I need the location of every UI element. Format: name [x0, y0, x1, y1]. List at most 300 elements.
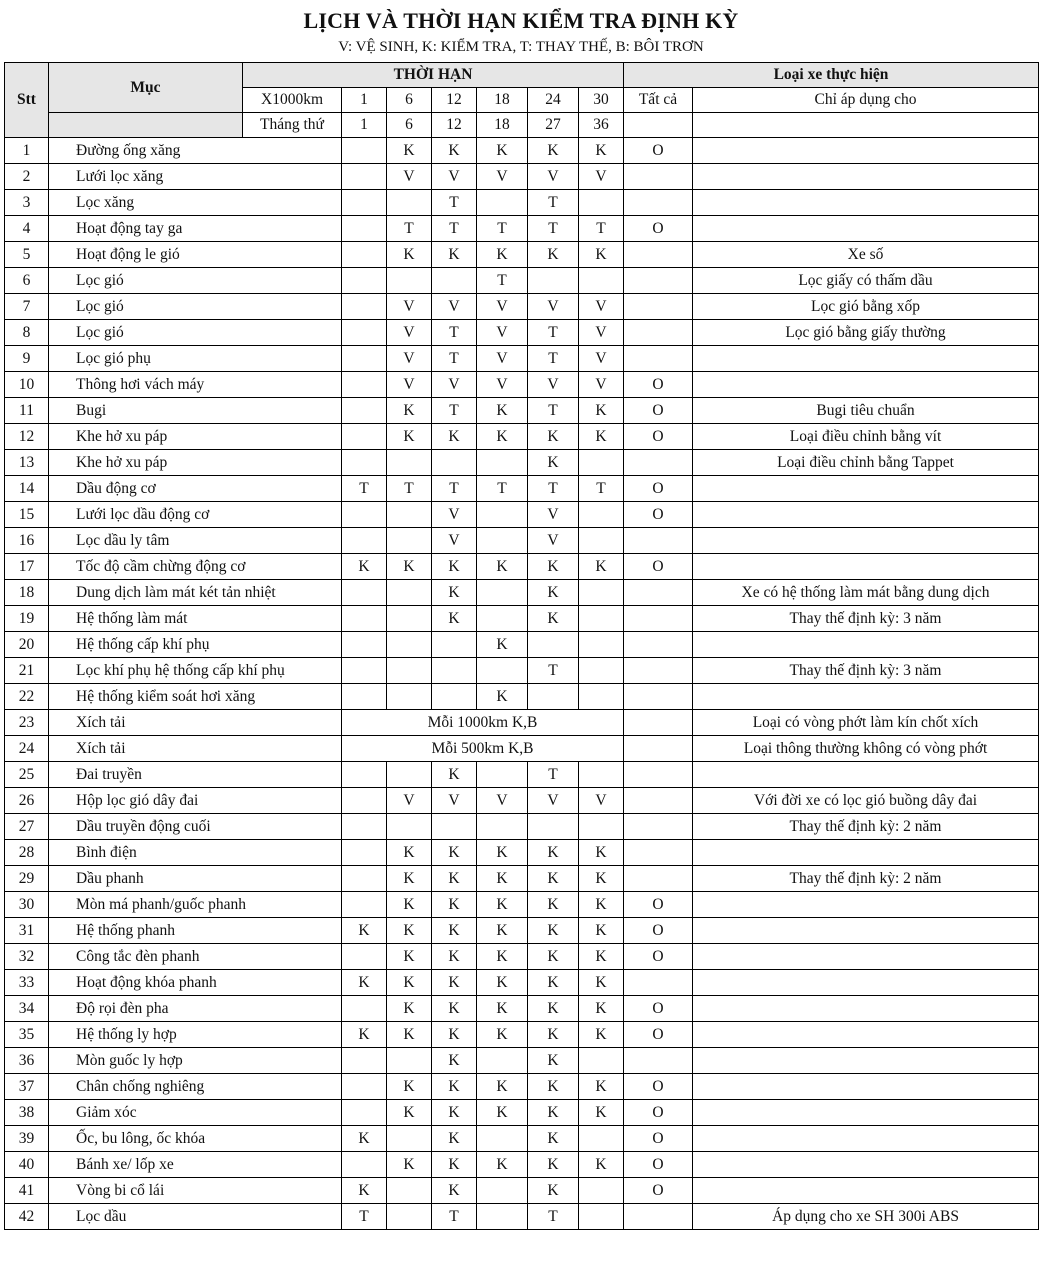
interval-cell: K	[432, 1048, 477, 1074]
interval-cell: K	[579, 554, 624, 580]
applies-to-cell	[693, 1152, 1039, 1178]
header-blank	[693, 113, 1039, 138]
item-cell: Dầu động cơ	[49, 476, 342, 502]
interval-cell: K	[432, 242, 477, 268]
stt-cell: 28	[5, 840, 49, 866]
interval-cell	[387, 762, 432, 788]
table-row	[5, 814, 1039, 840]
all-vehicles-cell	[624, 710, 693, 736]
interval-cell: K	[477, 1100, 528, 1126]
interval-cell	[342, 606, 387, 632]
interval-span-cell: Mỗi 1000km K,B	[342, 710, 624, 736]
interval-cell: K	[579, 424, 624, 450]
interval-cell: K	[477, 996, 528, 1022]
legend-subtitle: V: VỆ SINH, K: KIỂM TRA, T: THAY THẾ, B: BÔI TRƠN	[338, 39, 704, 55]
interval-cell: K	[528, 242, 579, 268]
interval-cell: T	[528, 216, 579, 242]
interval-cell	[579, 632, 624, 658]
header-muc: Mục	[49, 63, 243, 113]
interval-cell: K	[528, 840, 579, 866]
interval-cell: T	[432, 216, 477, 242]
interval-cell	[387, 502, 432, 528]
interval-cell: K	[528, 450, 579, 476]
stt-cell: 4	[5, 216, 49, 242]
interval-cell	[432, 268, 477, 294]
table-row	[5, 918, 1039, 944]
interval-cell	[579, 190, 624, 216]
interval-cell: K	[342, 1022, 387, 1048]
interval-cell	[342, 138, 387, 164]
applies-to-cell	[693, 372, 1039, 398]
item-cell: Lọc gió	[49, 268, 342, 294]
stt-cell: 15	[5, 502, 49, 528]
interval-cell	[579, 1126, 624, 1152]
interval-cell: V	[387, 372, 432, 398]
interval-cell: K	[387, 918, 432, 944]
interval-cell	[528, 268, 579, 294]
interval-cell	[342, 944, 387, 970]
table-row	[5, 1204, 1039, 1230]
header-row-1	[5, 63, 1039, 88]
interval-cell	[387, 1126, 432, 1152]
interval-cell	[387, 606, 432, 632]
table-row	[5, 710, 1039, 736]
table-row	[5, 554, 1039, 580]
interval-cell: K	[579, 138, 624, 164]
item-cell: Lọc xăng	[49, 190, 342, 216]
item-cell: Lưới lọc xăng	[49, 164, 342, 190]
stt-cell: 32	[5, 944, 49, 970]
item-cell: Hoạt động tay ga	[49, 216, 342, 242]
interval-cell: K	[432, 1022, 477, 1048]
interval-cell	[342, 294, 387, 320]
interval-cell: K	[579, 892, 624, 918]
all-vehicles-cell: O	[624, 996, 693, 1022]
interval-cell: T	[528, 320, 579, 346]
table-row	[5, 892, 1039, 918]
interval-cell: V	[528, 294, 579, 320]
item-cell: Dung dịch làm mát két tản nhiệt	[49, 580, 342, 606]
interval-cell: K	[387, 866, 432, 892]
interval-cell: T	[387, 216, 432, 242]
applies-to-cell	[693, 528, 1039, 554]
item-cell: Bánh xe/ lốp xe	[49, 1152, 342, 1178]
interval-cell: K	[432, 1126, 477, 1152]
interval-cell: K	[579, 242, 624, 268]
table-row	[5, 996, 1039, 1022]
header-month-value: 18	[477, 113, 528, 138]
interval-cell: K	[387, 892, 432, 918]
item-cell: Lọc khí phụ hệ thống cấp khí phụ	[49, 658, 342, 684]
stt-cell: 40	[5, 1152, 49, 1178]
interval-cell: K	[528, 138, 579, 164]
interval-cell	[477, 1178, 528, 1204]
interval-cell	[342, 216, 387, 242]
stt-cell: 34	[5, 996, 49, 1022]
stt-cell: 9	[5, 346, 49, 372]
stt-cell: 29	[5, 866, 49, 892]
interval-span-cell: Mỗi 500km K,B	[342, 736, 624, 762]
interval-cell	[342, 450, 387, 476]
interval-cell: T	[528, 398, 579, 424]
table-row	[5, 944, 1039, 970]
interval-cell	[387, 658, 432, 684]
interval-cell	[432, 684, 477, 710]
interval-cell: K	[477, 138, 528, 164]
interval-cell: K	[387, 1152, 432, 1178]
interval-cell: V	[432, 164, 477, 190]
all-vehicles-cell	[624, 658, 693, 684]
interval-cell	[477, 1204, 528, 1230]
interval-cell	[528, 684, 579, 710]
table-row	[5, 528, 1039, 554]
interval-cell	[342, 398, 387, 424]
all-vehicles-cell	[624, 1048, 693, 1074]
interval-cell: K	[528, 970, 579, 996]
page-title: LỊCH VÀ THỜI HẠN KIỂM TRA ĐỊNH KỲ	[303, 8, 739, 33]
interval-cell	[477, 528, 528, 554]
interval-cell: T	[528, 658, 579, 684]
item-cell: Xích tải	[49, 710, 342, 736]
interval-cell: T	[432, 476, 477, 502]
header-km-value: 1	[342, 88, 387, 113]
item-cell: Mòn guốc ly hợp	[49, 1048, 342, 1074]
all-vehicles-cell	[624, 528, 693, 554]
interval-cell: V	[387, 164, 432, 190]
table-row	[5, 788, 1039, 814]
applies-to-cell: Lọc gió bằng xốp	[693, 294, 1039, 320]
table-row	[5, 138, 1039, 164]
table-row	[5, 476, 1039, 502]
interval-cell: T	[342, 1204, 387, 1230]
interval-cell	[342, 840, 387, 866]
stt-cell: 31	[5, 918, 49, 944]
table-row	[5, 762, 1039, 788]
applies-to-cell	[693, 216, 1039, 242]
interval-cell	[477, 450, 528, 476]
table-row	[5, 294, 1039, 320]
interval-cell	[477, 814, 528, 840]
header-chi-ap-dung: Chỉ áp dụng cho	[693, 88, 1039, 113]
applies-to-cell: Loại có vòng phớt làm kín chốt xích	[693, 710, 1039, 736]
table-row	[5, 1022, 1039, 1048]
all-vehicles-cell	[624, 294, 693, 320]
interval-cell: K	[477, 242, 528, 268]
item-cell: Khe hở xu páp	[49, 424, 342, 450]
interval-cell: K	[432, 554, 477, 580]
applies-to-cell	[693, 1074, 1039, 1100]
table-row	[5, 502, 1039, 528]
interval-cell	[342, 658, 387, 684]
interval-cell: K	[477, 866, 528, 892]
applies-to-cell: Loại điều chỉnh bằng Tappet	[693, 450, 1039, 476]
interval-cell: K	[528, 606, 579, 632]
interval-cell	[387, 684, 432, 710]
stt-cell: 42	[5, 1204, 49, 1230]
header-month-value: 36	[579, 113, 624, 138]
stt-cell: 10	[5, 372, 49, 398]
all-vehicles-cell: O	[624, 944, 693, 970]
interval-cell: K	[528, 1100, 579, 1126]
interval-cell	[342, 424, 387, 450]
all-vehicles-cell: O	[624, 918, 693, 944]
interval-cell	[342, 164, 387, 190]
header-month-value: 6	[387, 113, 432, 138]
applies-to-cell: Áp dụng cho xe SH 300i ABS	[693, 1204, 1039, 1230]
interval-cell: K	[477, 632, 528, 658]
applies-to-cell: Lọc gió bằng giấy thường	[693, 320, 1039, 346]
header-km-label: X1000km	[243, 88, 342, 113]
interval-cell	[579, 1204, 624, 1230]
header-km-value: 24	[528, 88, 579, 113]
interval-cell	[342, 814, 387, 840]
interval-cell	[342, 996, 387, 1022]
all-vehicles-cell	[624, 762, 693, 788]
table-row	[5, 320, 1039, 346]
interval-cell: K	[579, 1152, 624, 1178]
all-vehicles-cell	[624, 684, 693, 710]
all-vehicles-cell: O	[624, 476, 693, 502]
header-loai-xe: Loại xe thực hiện	[624, 63, 1039, 88]
interval-cell: K	[477, 892, 528, 918]
interval-cell	[342, 190, 387, 216]
interval-cell: T	[387, 476, 432, 502]
interval-cell	[342, 580, 387, 606]
interval-cell: K	[579, 996, 624, 1022]
interval-cell	[579, 762, 624, 788]
interval-cell: K	[579, 1022, 624, 1048]
interval-cell: K	[477, 554, 528, 580]
all-vehicles-cell: O	[624, 554, 693, 580]
interval-cell: K	[477, 424, 528, 450]
interval-cell: V	[579, 788, 624, 814]
interval-cell	[342, 320, 387, 346]
interval-cell	[528, 632, 579, 658]
interval-cell: K	[477, 944, 528, 970]
all-vehicles-cell: O	[624, 1178, 693, 1204]
all-vehicles-cell	[624, 970, 693, 996]
interval-cell: V	[528, 372, 579, 398]
all-vehicles-cell: O	[624, 1074, 693, 1100]
interval-cell	[387, 632, 432, 658]
item-cell: Đai truyền	[49, 762, 342, 788]
applies-to-cell	[693, 476, 1039, 502]
header-tat-ca: Tất cả	[624, 88, 693, 113]
interval-cell: K	[528, 580, 579, 606]
item-cell: Lọc gió	[49, 320, 342, 346]
applies-to-cell	[693, 346, 1039, 372]
interval-cell	[477, 658, 528, 684]
interval-cell	[579, 450, 624, 476]
table-row	[5, 346, 1039, 372]
applies-to-cell: Loại điều chỉnh bằng vít	[693, 424, 1039, 450]
interval-cell: K	[579, 840, 624, 866]
stt-cell: 35	[5, 1022, 49, 1048]
header-km-value: 12	[432, 88, 477, 113]
table-row	[5, 684, 1039, 710]
item-cell: Hộp lọc gió dây đai	[49, 788, 342, 814]
stt-cell: 38	[5, 1100, 49, 1126]
header-month-value: 12	[432, 113, 477, 138]
interval-cell	[342, 1100, 387, 1126]
item-cell: Tốc độ cầm chừng động cơ	[49, 554, 342, 580]
interval-cell: K	[477, 1074, 528, 1100]
applies-to-cell	[693, 1022, 1039, 1048]
interval-cell: V	[432, 294, 477, 320]
applies-to-cell	[693, 970, 1039, 996]
item-cell: Dầu phanh	[49, 866, 342, 892]
stt-cell: 25	[5, 762, 49, 788]
interval-cell	[342, 632, 387, 658]
all-vehicles-cell: O	[624, 424, 693, 450]
interval-cell: K	[432, 1074, 477, 1100]
applies-to-cell	[693, 684, 1039, 710]
interval-cell	[387, 1178, 432, 1204]
interval-cell: V	[387, 294, 432, 320]
interval-cell: T	[528, 190, 579, 216]
interval-cell	[432, 814, 477, 840]
item-cell: Chân chống nghiêng	[49, 1074, 342, 1100]
stt-cell: 24	[5, 736, 49, 762]
header-thoi-han: THỜI HẠN	[243, 63, 624, 88]
applies-to-cell	[693, 1048, 1039, 1074]
applies-to-cell	[693, 1126, 1039, 1152]
interval-cell: K	[387, 1074, 432, 1100]
header-km-value: 6	[387, 88, 432, 113]
interval-cell: K	[342, 554, 387, 580]
interval-cell: K	[477, 970, 528, 996]
interval-cell: K	[387, 1100, 432, 1126]
interval-cell: K	[477, 1152, 528, 1178]
table-row	[5, 632, 1039, 658]
interval-cell: V	[528, 502, 579, 528]
item-cell: Khe hở xu páp	[49, 450, 342, 476]
table-row	[5, 1048, 1039, 1074]
interval-cell: T	[432, 398, 477, 424]
stt-cell: 20	[5, 632, 49, 658]
interval-cell	[387, 268, 432, 294]
table-row	[5, 164, 1039, 190]
stt-cell: 17	[5, 554, 49, 580]
interval-cell: K	[477, 1022, 528, 1048]
interval-cell	[432, 450, 477, 476]
item-cell: Lưới lọc dầu động cơ	[49, 502, 342, 528]
stt-cell: 22	[5, 684, 49, 710]
header-month-value: 1	[342, 113, 387, 138]
interval-cell: K	[528, 996, 579, 1022]
interval-cell: K	[432, 944, 477, 970]
stt-cell: 27	[5, 814, 49, 840]
interval-cell: K	[579, 866, 624, 892]
all-vehicles-cell: O	[624, 892, 693, 918]
interval-cell	[579, 502, 624, 528]
item-cell: Xích tải	[49, 736, 342, 762]
interval-cell	[342, 1048, 387, 1074]
table-row	[5, 424, 1039, 450]
item-cell: Độ rọi đèn pha	[49, 996, 342, 1022]
header-km-value: 30	[579, 88, 624, 113]
applies-to-cell	[693, 892, 1039, 918]
interval-cell: T	[579, 216, 624, 242]
interval-cell: T	[432, 190, 477, 216]
interval-cell: V	[432, 502, 477, 528]
interval-cell	[579, 1048, 624, 1074]
interval-cell: K	[528, 918, 579, 944]
interval-cell: K	[432, 1152, 477, 1178]
table-row	[5, 840, 1039, 866]
applies-to-cell	[693, 944, 1039, 970]
interval-cell: K	[579, 1074, 624, 1100]
all-vehicles-cell	[624, 606, 693, 632]
interval-cell: K	[387, 1022, 432, 1048]
interval-cell	[477, 762, 528, 788]
interval-cell	[342, 528, 387, 554]
item-cell: Thông hơi vách máy	[49, 372, 342, 398]
all-vehicles-cell	[624, 268, 693, 294]
table-row	[5, 450, 1039, 476]
all-vehicles-cell	[624, 632, 693, 658]
stt-cell: 26	[5, 788, 49, 814]
interval-cell	[387, 1048, 432, 1074]
item-cell: Lọc dầu	[49, 1204, 342, 1230]
interval-cell: K	[387, 996, 432, 1022]
interval-cell: V	[387, 788, 432, 814]
interval-cell: K	[528, 944, 579, 970]
header-row-month	[5, 113, 1039, 138]
stt-cell: 14	[5, 476, 49, 502]
applies-to-cell: Xe có hệ thống làm mát bằng dung dịch	[693, 580, 1039, 606]
item-cell: Hệ thống kiểm soát hơi xăng	[49, 684, 342, 710]
applies-to-cell	[693, 502, 1039, 528]
table-row	[5, 268, 1039, 294]
header-blank	[624, 113, 693, 138]
stt-cell: 19	[5, 606, 49, 632]
interval-cell: K	[528, 424, 579, 450]
item-cell: Vòng bi cổ lái	[49, 1178, 342, 1204]
applies-to-cell	[693, 164, 1039, 190]
interval-cell	[528, 814, 579, 840]
interval-cell: K	[387, 242, 432, 268]
interval-cell: K	[579, 398, 624, 424]
item-cell: Bình điện	[49, 840, 342, 866]
all-vehicles-cell: O	[624, 1126, 693, 1152]
stt-cell: 5	[5, 242, 49, 268]
interval-cell	[579, 580, 624, 606]
all-vehicles-cell	[624, 736, 693, 762]
applies-to-cell	[693, 1100, 1039, 1126]
stt-cell: 8	[5, 320, 49, 346]
interval-cell	[579, 814, 624, 840]
all-vehicles-cell: O	[624, 372, 693, 398]
interval-cell: V	[528, 528, 579, 554]
interval-cell: K	[342, 1126, 387, 1152]
interval-cell	[342, 866, 387, 892]
all-vehicles-cell	[624, 346, 693, 372]
interval-cell: T	[477, 216, 528, 242]
table-row	[5, 1100, 1039, 1126]
interval-cell	[387, 814, 432, 840]
header-muc-blank	[49, 113, 243, 138]
interval-cell	[342, 788, 387, 814]
interval-cell	[477, 190, 528, 216]
table-row	[5, 736, 1039, 762]
interval-cell: K	[432, 1100, 477, 1126]
item-cell: Hệ thống ly hợp	[49, 1022, 342, 1048]
interval-cell: T	[432, 1204, 477, 1230]
table-row	[5, 190, 1039, 216]
interval-cell: V	[528, 164, 579, 190]
interval-cell: K	[432, 892, 477, 918]
